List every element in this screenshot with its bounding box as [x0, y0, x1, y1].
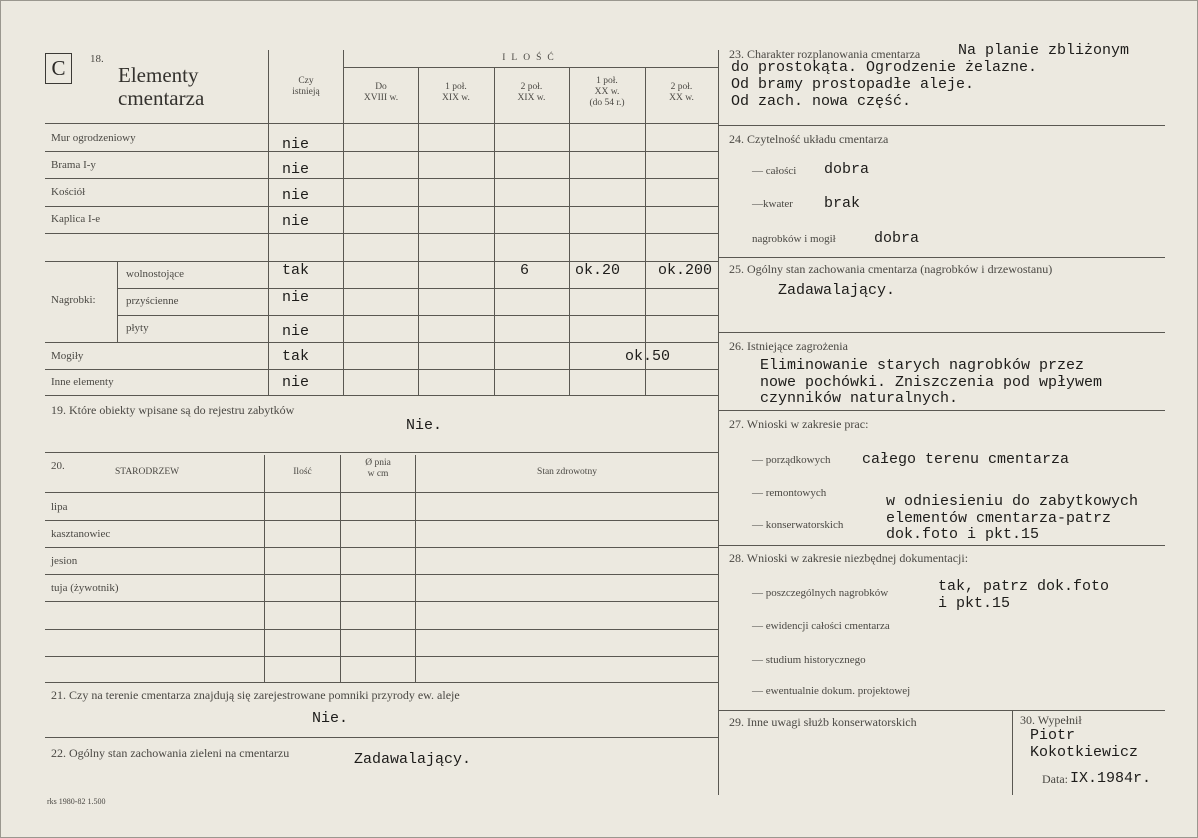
section27-porzadkowych: — porządkowych [752, 454, 831, 466]
tree-jesion: jesion [51, 555, 78, 567]
wolnostojace-2pol-xx: ok.200 [658, 262, 713, 279]
col-period-1: Do XVIII w. [363, 82, 399, 103]
row-label-wolnostojace: wolnostojące [126, 268, 185, 280]
row-label-mogily: Mogiły [51, 350, 84, 362]
section21-answer: Nie. [312, 710, 349, 727]
row-label-kaplica: Kaplica I-e [51, 213, 101, 225]
section26-line1: Eliminowanie starych nagrobków przez [760, 357, 1085, 374]
row-value-kosciol: nie [282, 187, 310, 204]
section28-poszczegolnych: — poszczególnych nagrobków [752, 587, 889, 599]
row-label-przyscienne: przyścienne [126, 295, 179, 307]
section21-label: 21. Czy na terenie cmentarza znajdują się zarejestrowane pomniki przyrody ew. aleje [51, 688, 460, 702]
section29-label: 29. Inne uwagi służb konserwatorskich [729, 715, 917, 729]
col-czy-istnieja: Czy istnieją [292, 76, 320, 97]
row-label-inne: Inne elementy [51, 376, 114, 388]
section-letter-box: C [45, 53, 72, 84]
section30-data-label: Data: [1042, 772, 1068, 786]
tree-kasztanowiec: kasztanowiec [51, 528, 111, 540]
tree-tuja: tuja (żywotnik) [51, 582, 119, 594]
section20-title: STARODRZEW [115, 467, 180, 477]
section23-line1: Na planie zbliżonym [958, 42, 1130, 59]
section19-answer: Nie. [406, 417, 443, 434]
section27-remontowych: — remontowych [752, 487, 827, 499]
section19-label: 19. Które obiekty wpisane są do rejestru zabytków [51, 403, 295, 417]
section18-title-line2: cmentarza [118, 86, 205, 110]
print-mark: rks 1980-82 1.500 [47, 797, 106, 806]
section23-line2: do prostokąta. Ogrodzenie żelazne. [731, 59, 1038, 76]
col-pnia: Ø pnia w cm [365, 458, 391, 479]
section20-number: 20. [51, 460, 65, 472]
row-value-brama: nie [282, 161, 310, 178]
section30-date: IX.1984r. [1070, 770, 1152, 787]
row-value-inne: nie [282, 374, 310, 391]
section22-answer: Zadawalający. [354, 751, 472, 768]
row-label-mur: Mur ogrodzeniowy [51, 132, 136, 144]
section28-label: 28. Wnioski w zakresie niezbędnej dokumentacji: [729, 551, 969, 565]
col-ilosc-tree: Ilość [293, 467, 312, 477]
section24-nagrobkow: nagrobków i mogił [752, 233, 836, 245]
row-value-plyty: nie [282, 323, 310, 340]
section24-calosci-value: dobra [824, 161, 870, 178]
row-value-mur: nie [282, 136, 310, 153]
section30-label: 30. Wypełnił [1020, 713, 1082, 727]
row-value-mogily: tak [282, 348, 310, 365]
wolnostojace-2pol-xix: 6 [520, 262, 530, 279]
section27-label: 27. Wnioski w zakresie prac: [729, 417, 869, 431]
section26-line3: czynników naturalnych. [760, 390, 959, 407]
section25-label: 25. Ogólny stan zachowania cmentarza (nagrobków i drzewostanu) [729, 262, 1053, 276]
section22-label: 22. Ogólny stan zachowania zieleni na cmentarzu [51, 746, 290, 760]
row-value-wolnostojace: tak [282, 262, 310, 279]
row-value-przyscienne: nie [282, 289, 310, 306]
section28-poszczegolnych-line2: i pkt.15 [938, 595, 1011, 612]
section24-kwater-value: brak [824, 195, 861, 212]
section28-poszczegolnych-line1: tak, patrz dok.foto [938, 578, 1110, 595]
row-label-plyty: płyty [126, 322, 149, 334]
row-label-kosciol: Kościół [51, 186, 86, 198]
section30-name2: Kokotkiewicz [1030, 744, 1139, 761]
section30-name1: Piotr [1030, 727, 1076, 744]
mogily-count: ok.50 [625, 348, 671, 365]
wolnostojace-1pol-xx: ok.20 [575, 262, 621, 279]
col-period-3: 2 poł. XIX w. [517, 82, 546, 103]
section25-answer: Zadawalający. [778, 282, 896, 299]
col-period-4: 1 poł. XX w. (do 54 r.) [589, 76, 625, 108]
col-period-5: 2 poł. XX w. [669, 82, 694, 103]
section24-nagrobkow-value: dobra [874, 230, 920, 247]
section27-konserw-line3: dok.foto i pkt.15 [886, 526, 1040, 543]
nagrobki-label: Nagrobki: [51, 294, 96, 306]
section28-studium: — studium historycznego [752, 654, 866, 666]
section24-kwater: —kwater [752, 198, 793, 210]
section18-title-line1: Elementy [118, 63, 199, 87]
section23-label: 23. Charakter rozplanowania cmentarza [729, 47, 921, 61]
col-period-2: 1 poł. XIX w. [442, 82, 470, 103]
section23-line3: Od bramy prostopadłe aleje. [731, 76, 975, 93]
section26-line2: nowe pochówki. Zniszczenia pod wpływem [760, 374, 1103, 391]
section28-ewidencji: — ewidencji całości cmentarza [752, 620, 890, 632]
tree-lipa: lipa [51, 501, 68, 513]
section27-porzadkowych-value: całego terenu cmentarza [862, 451, 1070, 468]
col-stan-zdrowotny: Stan zdrowotny [537, 467, 597, 477]
section18-number: 18. [90, 53, 104, 65]
section27-konserw-line1: w odniesieniu do zabytkowych [886, 493, 1139, 510]
section24-label: 24. Czytelność układu cmentarza [729, 132, 889, 146]
section27-konserw-line2: elementów cmentarza-patrz [886, 510, 1112, 527]
col-ilosc-header: ILOŚĆ [502, 53, 560, 63]
row-label-brama: Brama I-y [51, 159, 96, 171]
section26-label: 26. Istniejące zagrożenia [729, 339, 848, 353]
section23-line4: Od zach. nowa część. [731, 93, 912, 110]
section24-calosci: — całości [752, 165, 797, 177]
section27-konserwatorskich: — konserwatorskich [752, 519, 844, 531]
section28-projektowej: — ewentualnie dokum. projektowej [752, 685, 911, 697]
row-value-kaplica: nie [282, 213, 310, 230]
